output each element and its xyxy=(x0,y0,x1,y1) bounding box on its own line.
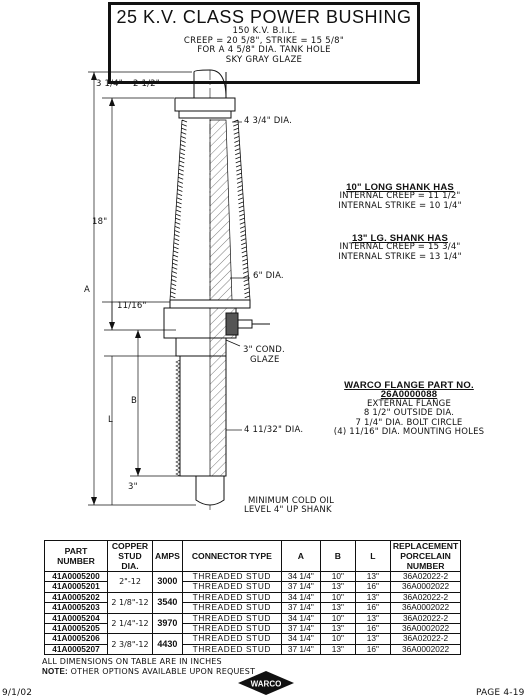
cell-stud-dia: 2 3/8"-12 xyxy=(108,634,153,655)
dim-l-label: L xyxy=(108,415,113,425)
table-row xyxy=(45,634,461,644)
table-header-row xyxy=(45,541,461,572)
cell-l: 16" xyxy=(355,644,390,654)
table-row xyxy=(45,582,461,592)
shank-10-heading: 10" LONG SHANK HAS xyxy=(346,182,454,193)
cell-b: 13" xyxy=(320,624,355,634)
title-bil: 150 K.V. B.I.L. xyxy=(232,26,296,36)
table-row xyxy=(45,644,461,654)
note-label: NOTE: xyxy=(42,667,68,676)
cond-glaze-1: 3" COND. xyxy=(243,345,285,355)
cell-replacement: 36A02022-2 xyxy=(390,592,460,602)
dim-18: 18" xyxy=(92,217,108,227)
shank-10-creep: INTERNAL CREEP = 11 1/2" xyxy=(339,191,461,202)
col-part-number: PART NUMBER xyxy=(45,541,108,572)
cell-connector: THREADED STUD xyxy=(182,592,281,602)
cell-replacement: 36A02022-2 xyxy=(390,634,460,644)
cell-amps: 3970 xyxy=(153,613,183,634)
cell-b: 10" xyxy=(320,592,355,602)
lower-section-hatch xyxy=(210,338,226,476)
bottom-terminal xyxy=(196,476,224,505)
col-a: A xyxy=(281,541,320,572)
options-note xyxy=(42,667,255,676)
cell-connector: THREADED STUD xyxy=(182,644,281,654)
rib-lines xyxy=(176,360,180,476)
cell-b: 13" xyxy=(320,603,355,613)
cell-replacement: 36A0002022 xyxy=(390,603,460,613)
cell-a: 37 1/4" xyxy=(281,624,320,634)
cell-b: 10" xyxy=(320,634,355,644)
cell-replacement: 36A0002022 xyxy=(390,624,460,634)
dim-top-width: 2 1/2" xyxy=(133,79,160,89)
flange-note xyxy=(322,381,496,437)
cell-b: 10" xyxy=(320,613,355,623)
page-title: 25 K.V. CLASS POWER BUSHING xyxy=(116,7,412,27)
cell-connector: THREADED STUD xyxy=(182,634,281,644)
shank-13-strike: INTERNAL STRIKE = 13 1/4" xyxy=(338,251,462,262)
col-l: L xyxy=(355,541,390,572)
oil-level-1: MINIMUM COLD OIL xyxy=(248,496,335,506)
shank-10-note xyxy=(330,183,470,211)
upper-section-hatch xyxy=(210,120,232,300)
cell-b: 13" xyxy=(320,582,355,592)
cond-glaze-2: GLAZE xyxy=(250,355,280,365)
table-row xyxy=(45,603,461,613)
title-tank-hole: FOR A 4 5/8" DIA. TANK HOLE xyxy=(197,45,331,56)
dim-bottom-3: 3" xyxy=(128,482,138,492)
col-amps: AMPS xyxy=(153,541,183,572)
cell-connector: THREADED STUD xyxy=(182,613,281,623)
cell-connector: THREADED STUD xyxy=(182,582,281,592)
warco-logo xyxy=(236,670,296,696)
cell-part-number: 41A0005204 xyxy=(45,613,108,623)
cell-part-number: 41A0005203 xyxy=(45,603,108,613)
table-row xyxy=(45,592,461,602)
cell-amps: 3540 xyxy=(153,592,183,613)
cell-replacement: 36A02022-2 xyxy=(390,613,460,623)
cell-a: 34 1/4" xyxy=(281,572,320,582)
table-row xyxy=(45,613,461,623)
cell-amps: 4430 xyxy=(153,634,183,655)
cell-amps: 3000 xyxy=(153,572,183,593)
cell-part-number: 41A0005207 xyxy=(45,644,108,654)
dim-b-label: B xyxy=(131,396,138,406)
cell-part-number: 41A0005206 xyxy=(45,634,108,644)
cell-part-number: 41A0005200 xyxy=(45,572,108,582)
cell-l: 13" xyxy=(355,572,390,582)
dim-flange-thk: 11/16" xyxy=(117,301,147,311)
flange xyxy=(226,313,270,335)
cell-a: 34 1/4" xyxy=(281,634,320,644)
dims-note: ALL DIMENSIONS ON TABLE ARE IN INCHES xyxy=(42,657,222,666)
cell-part-number: 41A0005202 xyxy=(45,592,108,602)
cell-part-number: 41A0005205 xyxy=(45,624,108,634)
cell-part-number: 41A0005201 xyxy=(45,582,108,592)
flange-line-4: (4) 11/16" DIA. MOUNTING HOLES xyxy=(333,427,485,438)
col-replacement: REPLACEMENT PORCELAIN NUMBER xyxy=(390,541,460,572)
dimension-arrows xyxy=(91,72,141,505)
shank-13-heading: 13" LG. SHANK HAS xyxy=(351,233,449,244)
cell-l: 13" xyxy=(355,592,390,602)
cell-b: 13" xyxy=(320,644,355,654)
cell-l: 16" xyxy=(355,582,390,592)
col-connector-type: CONNECTOR TYPE xyxy=(182,541,281,572)
title-glaze: SKY GRAY GLAZE xyxy=(225,54,303,65)
cell-stud-dia: 2"-12 xyxy=(108,572,153,593)
cell-replacement: 36A02022-2 xyxy=(390,572,460,582)
flange-line-3: 7 1/4" DIA. BOLT CIRCLE xyxy=(355,417,463,428)
cell-a: 34 1/4" xyxy=(281,613,320,623)
page-number: PAGE 4-19 xyxy=(476,688,525,698)
lower-shank-ribs xyxy=(176,360,180,476)
top-terminal xyxy=(175,70,235,118)
cell-replacement: 36A0002022 xyxy=(390,582,460,592)
col-stud-dia: COPPER STUD DIA. xyxy=(108,541,153,572)
cell-stud-dia: 2 1/8"-12 xyxy=(108,592,153,613)
flange-line-2: 8 1/2" OUTSIDE DIA. xyxy=(363,408,455,419)
cell-a: 34 1/4" xyxy=(281,592,320,602)
cell-b: 10" xyxy=(320,572,355,582)
cell-l: 16" xyxy=(355,603,390,613)
note-text: OTHER OPTIONS AVAILABLE UPON REQUEST xyxy=(70,667,256,676)
dim-lower-dia: 4 11/32" DIA. xyxy=(244,425,304,435)
cell-a: 37 1/4" xyxy=(281,603,320,613)
oil-level-2: LEVEL 4" UP SHANK xyxy=(244,505,332,515)
flange-heading: WARCO FLANGE PART NO. 26A0000088 xyxy=(344,380,474,401)
cell-l: 13" xyxy=(355,634,390,644)
cell-stud-dia: 2 1/4"-12 xyxy=(108,613,153,634)
shank-10-strike: INTERNAL STRIKE = 10 1/4" xyxy=(338,200,462,211)
col-b: B xyxy=(320,541,355,572)
cell-l: 16" xyxy=(355,624,390,634)
table-row xyxy=(45,572,461,582)
page-date: 9/1/02 xyxy=(2,688,33,698)
shank-13-note xyxy=(330,234,470,262)
cell-a: 37 1/4" xyxy=(281,582,320,592)
cell-replacement: 36A0002022 xyxy=(390,644,460,654)
dim-top-left: 3 1/4" xyxy=(96,79,123,89)
cell-connector: THREADED STUD xyxy=(182,624,281,634)
cell-a: 37 1/4" xyxy=(281,644,320,654)
dim-6-dia: 6" DIA. xyxy=(253,271,284,281)
cell-connector: THREADED STUD xyxy=(182,603,281,613)
table-row xyxy=(45,624,461,634)
shank-13-creep: INTERNAL CREEP = 15 3/4" xyxy=(339,242,461,253)
dim-a-label: A xyxy=(84,285,91,295)
title-creep-strike: CREEP = 20 5/8", STRIKE = 15 5/8" xyxy=(183,35,345,46)
spec-table xyxy=(44,540,461,655)
cell-connector: THREADED STUD xyxy=(182,572,281,582)
dim-top-dia: 4 3/4" DIA. xyxy=(244,116,293,126)
flange-line-1: EXTERNAL FLANGE xyxy=(366,398,452,409)
cell-l: 13" xyxy=(355,613,390,623)
warco-logo-text: WARCO xyxy=(250,679,282,689)
